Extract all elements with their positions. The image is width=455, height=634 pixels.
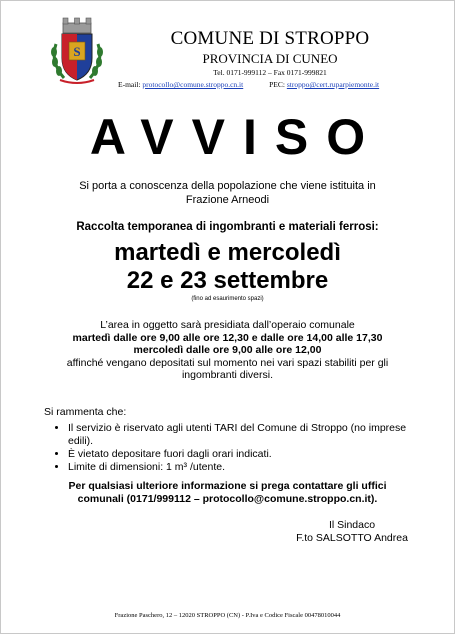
contact-info: [20, 480, 435, 506]
collection-subtitle: Raccolta temporanea di ingombranti e materiali ferrosi:: [76, 221, 379, 233]
area-line-5: ingombranti diversi.: [181, 369, 274, 381]
area-line-4: affinché vengano depositati sul momento nei vari spazi stabiliti per gli: [66, 356, 389, 369]
email-link[interactable]: protocollo@comune.stroppo.cn.it: [142, 80, 244, 89]
signature-role: Il Sindaco: [328, 519, 376, 531]
area-hours-wednesday: mercoledì dalle ore 9,00 alle ore 12,00: [133, 344, 322, 356]
list-item: • Limite di dimensioni: 1 m³ /utente.: [68, 461, 424, 474]
contact-line-2: comunali (0171/999112 – protocollo@comune.stroppo.cn.it).: [77, 493, 378, 505]
area-hours-tuesday: martedì dalle ore 9,00 alle ore 12,30 e dalle ore 14,00 alle 17,30: [72, 331, 383, 344]
footer-address: Frazione Paschero, 12 – 12020 STROPPO (CN) - P.Iva e Codice Fiscale 00478010044: [114, 612, 341, 619]
municipality-name: COMUNE DI STROPPO: [170, 28, 370, 49]
list-item: • È vietato depositare fuori dagli orari indicati.: [68, 448, 424, 461]
list-item: • Il servizio è riservato agli utenti TARI del Comune di Stroppo (no imprese edili).: [68, 422, 424, 448]
reminder-section: [44, 406, 424, 474]
availability-note: (fino ad esaurimento spazi): [191, 296, 264, 302]
collection-days: martedì e mercoledì: [114, 239, 341, 266]
collection-dates: 22 e 23 settembre: [126, 267, 329, 294]
intro-line-1: Si porta a conoscenza della popolazione che viene istituita in: [79, 180, 376, 192]
intro-line-2: Frazione Arneodi: [185, 194, 270, 206]
pec-label: PEC:: [269, 80, 285, 89]
intro-text: [20, 179, 435, 207]
area-line-1: L’area in oggetto sarà presidiata dall’operaio comunale: [100, 319, 355, 331]
email-line: [118, 80, 448, 89]
municipal-crest: [42, 14, 112, 86]
crest-letter: S: [73, 44, 81, 59]
notice-title: AVVISO: [89, 109, 384, 165]
reminder-list: [44, 422, 424, 474]
reminder-intro: Si rammenta che:: [44, 406, 127, 418]
email-label: E-mail:: [118, 80, 141, 89]
phone-fax-line: Tel. 0171-999112 – Fax 0171-999821: [213, 68, 327, 77]
area-description: [20, 319, 435, 382]
province-name: PROVINCIA DI CUNEO: [202, 51, 338, 66]
pec-link[interactable]: stroppo@cert.ruparpiemonte.it: [286, 80, 380, 89]
signature-name: F.to SALSOTTO Andrea: [296, 532, 408, 544]
contact-line-1: Per qualsiasi ulteriore informazione si prega contattare gli uffici: [68, 480, 387, 492]
